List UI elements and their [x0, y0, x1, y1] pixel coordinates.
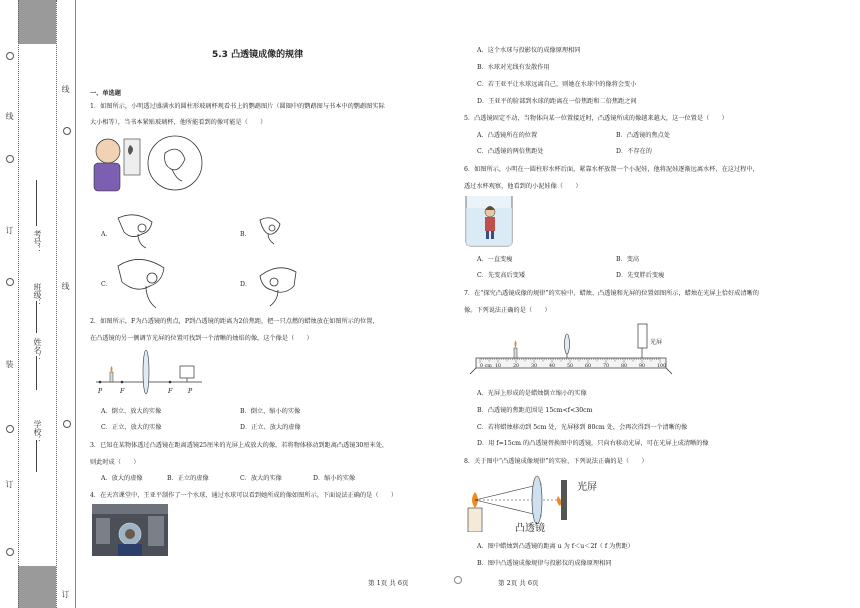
q2-option-d[interactable]: D．正立、放大的虚像 [240, 424, 301, 431]
inner-label-line: 线 [61, 85, 70, 93]
q1-figure [90, 133, 220, 201]
q7-scale-label: 90 [639, 364, 646, 369]
q8-text-line1: 8．关于图中“凸透镜成像规律”的实验，下列说法正确的是（ ） [464, 458, 648, 465]
q7-scale-label: 0 cm [480, 364, 492, 369]
q6-option-b[interactable]: B．变高 [616, 256, 640, 263]
q5-text-line1: 5．凸透镜固定不动，当物体向某一位置接近时，凸透镜所成的像越来越大，这一位置是（ ） [464, 115, 728, 122]
q3-option-b[interactable]: B．正立的虚像 [167, 475, 209, 482]
q3-option-d[interactable]: D．缩小的实像 [313, 475, 356, 482]
q3-option-a[interactable]: A．放大的虚像 [101, 475, 143, 482]
q4-option-d[interactable]: D．王亚平的脸部到水球的距离在一倍焦距和二倍焦距之间 [477, 98, 637, 105]
q7-option-b[interactable]: B．凸透镜的焦距范围是 15cm<f<30cm [477, 407, 593, 414]
q8-screen-label: 光屏 [577, 482, 597, 493]
q6-figure [463, 194, 515, 248]
q7-option-c[interactable]: C．若将蜡烛移动到 5cm 处，光屏移到 80cm 处，会再次得到一个清晰的像 [477, 424, 688, 431]
q1-option-a[interactable]: A． [101, 231, 112, 238]
q1-option-c-image [112, 252, 172, 310]
q4-text-line1: 4．在天宫课堂中，王亚平制作了一个水球，通过水球可以看到她所成的像如图所示。下面说法正确的是（ ） [90, 492, 398, 499]
q2-option-c[interactable]: C．正立、放大的实像 [101, 424, 162, 431]
margin-circle-1 [6, 52, 14, 60]
q5-option-d[interactable]: D．不存在的 [616, 148, 652, 155]
q8-option-b[interactable]: B．图中凸透镜成像规律与投影仪的成像原理相同 [477, 560, 612, 567]
q7-scale-label: 100 [657, 364, 667, 369]
margin-circle-5 [6, 548, 14, 556]
q7-scale-label: 20 [513, 364, 520, 369]
q6-option-c[interactable]: C．先变高后变矮 [477, 272, 526, 279]
q7-scale-label: 40 [549, 364, 556, 369]
q8-lens-label: 凸透镜 [515, 523, 545, 534]
field-school: 学校： [33, 420, 42, 444]
margin-circle-3 [6, 278, 14, 286]
field-name: 姓名： [33, 338, 42, 362]
inner-label-line-2: 线 [61, 282, 70, 290]
footer-circle [454, 576, 462, 584]
q4-photo [92, 504, 168, 556]
q7-scale-label: 50 [567, 364, 574, 369]
q4-option-b[interactable]: B．水球对光线有发散作用 [477, 64, 550, 71]
q1-option-a-image [114, 210, 164, 250]
q3-text-line1: 3．已知在某物体透过凸透镜在距离透镜25厘米的光屏上成放大的像，若将物体移动到距离凸透镜30厘米处， [90, 442, 389, 449]
footer-page-right: 第 2页 共 6页 [498, 579, 539, 587]
q6-option-d[interactable]: D．先变胖后变瘦 [616, 272, 665, 279]
q5-option-b[interactable]: B．凸透镜的焦点处 [616, 132, 671, 139]
q7-screen-label: 光屏 [650, 339, 663, 346]
margin-dotted-line-outer [18, 0, 19, 608]
binding-margin [0, 0, 76, 608]
margin-dotted-line-inner [56, 0, 57, 608]
q7-text-line1: 7．在“探究凸透镜成像的规律”的实验中，蜡烛、凸透镜和光屏的位置如图所示，蜡烛在光屏上恰好成清晰的 [464, 290, 759, 297]
q2-text-line1: 2．如图所示，F为凸透镜的焦点，P到凸透镜的距离为2倍焦距，把一只点燃的蜡烛放在如图所示的位置， [90, 318, 379, 325]
q8-option-a[interactable]: A．图中蜡烛到凸透镜的距离 u 为 f＜u＜2f（ f 为焦距） [477, 543, 634, 550]
margin-circle-7 [63, 420, 71, 428]
page-title: 5.3 凸透镜成像的规律 [212, 50, 304, 60]
q6-text-line2: 透过水杯观察，他看到的小泥娃像（ ） [464, 183, 582, 190]
q7-scale-label: 80 [621, 364, 628, 369]
q1-option-d[interactable]: D． [240, 281, 252, 288]
margin-gray-block-bottom [18, 566, 56, 608]
cut-label-line: 线 [5, 112, 14, 120]
field-class: 班级： [33, 283, 42, 307]
q6-option-a[interactable]: A．一直变瘦 [477, 256, 513, 263]
field-examno: 考号： [33, 230, 42, 254]
q2-label-p-right: P [188, 388, 193, 395]
q3-text-line2: 则此时成（ ） [90, 459, 140, 466]
q2-text-line2: 在凸透镜的另一侧调节光屏的位置可找到一个清晰的烛焰的像，这个像是（ ） [90, 335, 313, 342]
q1-option-b-image [254, 214, 286, 246]
q7-scale-label: 60 [585, 364, 592, 369]
q7-text-line2: 像。下列说法正确的是（ ） [464, 307, 551, 314]
q7-option-a[interactable]: A．光屏上形成的是蜡烛倒立缩小的实像 [477, 390, 587, 397]
field-school-underline [36, 440, 37, 472]
field-name-underline [36, 356, 37, 390]
margin-circle-2 [6, 155, 14, 163]
q3-option-c[interactable]: C．放大的实像 [240, 475, 282, 482]
q2-option-a[interactable]: A．倒立、放大的实像 [101, 408, 162, 415]
q7-scale-label: 70 [603, 364, 610, 369]
margin-circle-6 [63, 127, 71, 135]
q7-figure [466, 318, 676, 380]
q5-option-c[interactable]: C．凸透镜的两倍焦距处 [477, 148, 544, 155]
field-examno-underline [36, 180, 37, 226]
section-heading: 一、单选题 [90, 90, 121, 97]
q1-option-c[interactable]: C． [101, 281, 112, 288]
q7-scale-label: 30 [531, 364, 538, 369]
margin-gray-block-top [18, 0, 56, 44]
q1-option-d-image [252, 262, 302, 308]
q4-option-c[interactable]: C．若王亚平让水球远离自己，则她在水球中的像将会变小 [477, 81, 637, 88]
q1-text-line1: 1．如图所示，小明透过盛满水的圆柱形玻璃杯观看书上的鹦鹉图片（圆圈中的鹦鹉图与书本中的鹦鹉图实际 [90, 103, 385, 110]
q1-text-line2: 大小相等），当书本紧贴玻璃杯，他所能看到的像可能是（ ） [90, 119, 267, 126]
field-class-underline [36, 301, 37, 333]
q2-label-f-left: F [120, 388, 125, 395]
q2-option-b[interactable]: B．倒立、缩小的实像 [240, 408, 301, 415]
q2-label-p-left: P [98, 388, 103, 395]
cut-label-order: 订 [5, 226, 14, 234]
cut-label-bottom: 订 [5, 480, 14, 488]
q5-option-a[interactable]: A．凸透镜所在的位置 [477, 132, 538, 139]
margin-solid-line [75, 0, 76, 608]
q4-option-a[interactable]: A．这个水球与投影仪的成像原理相同 [477, 47, 581, 54]
cut-label-bind: 装 [5, 360, 14, 368]
margin-circle-4 [6, 425, 14, 433]
q7-option-d[interactable]: D．用 f=15cm 的凸透镜替换图中的透镜，只向右移动光屏，可在光屏上成清晰的像 [477, 440, 709, 447]
inner-label-order: 订 [61, 590, 70, 598]
footer-page-left: 第 1页 共 6页 [368, 579, 409, 587]
q6-text-line1: 6．如图所示，小明在一圆柱形水杯后面，紧靠水杯放置一个小泥娃，他将泥娃逐渐远离水杯，在这过程中， [464, 166, 759, 173]
q2-label-f-right: F [168, 388, 173, 395]
q1-option-b[interactable]: B． [240, 231, 251, 238]
q7-scale-label: 10 [495, 364, 502, 369]
